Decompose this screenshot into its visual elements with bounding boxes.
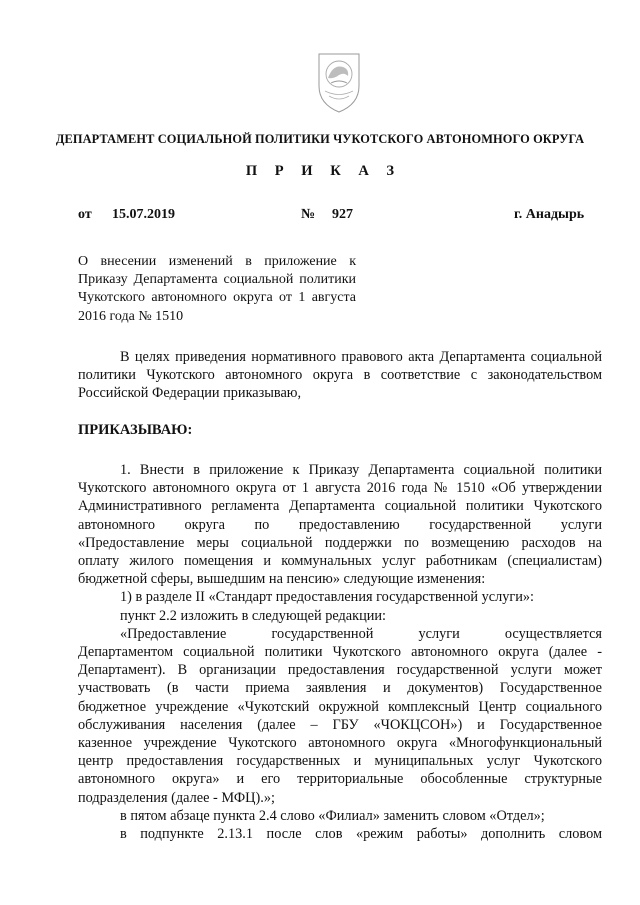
place-of-issue: г. Анадырь <box>514 207 585 222</box>
body-line: оплату жилого помещения и коммунальных услуг работникам (специалистам) <box>78 553 602 570</box>
body-line: бюджетной сферы, вышедшим на пенсию» следующие изменения: <box>78 571 486 588</box>
body-line: автономного округа по предоставлению государственной услуги <box>78 516 602 533</box>
body-line: Административного регламента Департамента социальной политики Чукотского <box>78 498 602 515</box>
preamble <box>78 348 602 403</box>
body-line: 1) в разделе II «Стандарт предоставления государственной услуги»: <box>120 589 535 606</box>
body-line: Чукотского автономного округа от 1 августа 2016 года № 1510 «Об утверждении <box>78 480 602 497</box>
body-line: 1. Внести в приложение к Приказу Департамента социальной политики <box>120 462 602 478</box>
body-line: участвовать (в части приема заявления и документов) Государственное <box>78 680 602 697</box>
order-heading: ПРИКАЗЫВАЮ: <box>78 422 193 438</box>
subject-line: 2016 года № 1510 <box>78 308 184 324</box>
body-line: «Предоставление государственной услуги осуществляется <box>120 625 602 642</box>
body-line: бюджетное учреждение «Чукотский окружной комплексный Центр социального <box>78 698 602 715</box>
number-label: № <box>301 207 316 222</box>
body-line: казенное учреждение Чукотского автономного округа «Многофункциональный <box>78 735 602 752</box>
preamble-line: политики Чукотского автономного округа в соответствие с законодательством <box>78 367 602 384</box>
body-line: автономного округа» и его территориальные обособленные структурные <box>78 771 602 788</box>
subject-line: Приказу Департамента социальной политики <box>78 272 356 288</box>
subject-line: Чукотского автономного округа от 1 августа <box>78 290 356 306</box>
order-date: 15.07.2019 <box>112 207 175 222</box>
subject-line: О внесении изменений в приложение к <box>78 254 356 269</box>
body-line: обслуживания населения (далее – ГБУ «ЧОКЦСОН») и Государственное <box>78 716 602 733</box>
body-line: центр предоставления государственных и муниципальных услуг Чукотского <box>78 753 602 770</box>
document-type-title: П Р И К А З <box>245 163 402 179</box>
body-line: «Предоставление меры социальной поддержки по возмещению расходов на <box>78 534 602 551</box>
body-line: в пятом абзаце пункта 2.4 слово «Филиал» заменить словом «Отдел»; <box>120 807 545 824</box>
order-body <box>78 461 602 843</box>
order-number: 927 <box>332 207 353 222</box>
body-line: подразделения (далее - МФЦ).»; <box>78 789 275 806</box>
date-label: от <box>78 207 92 222</box>
preamble-line: Российской Федерации приказываю, <box>78 385 302 402</box>
body-line: пункт 2.2 изложить в следующей редакции: <box>120 607 387 624</box>
preamble-line: В целях приведения нормативного правового акта Департамента социальной <box>120 349 602 365</box>
order-subject <box>78 253 356 326</box>
body-line: Департаментом социальной политики Чукотского автономного округа (далее - <box>78 644 602 661</box>
body-line: Департамент). В организации предоставления государственной услуги может <box>78 662 602 679</box>
coat-of-arms-emblem-icon <box>313 50 365 116</box>
department-name: ДЕПАРТАМЕНТ СОЦИАЛЬНОЙ ПОЛИТИКИ ЧУКОТСКОГО АВТОНОМНОГО ОКРУГА <box>55 132 585 146</box>
body-line: в подпункте 2.13.1 после слов «режим работы» дополнить словом <box>120 826 602 843</box>
